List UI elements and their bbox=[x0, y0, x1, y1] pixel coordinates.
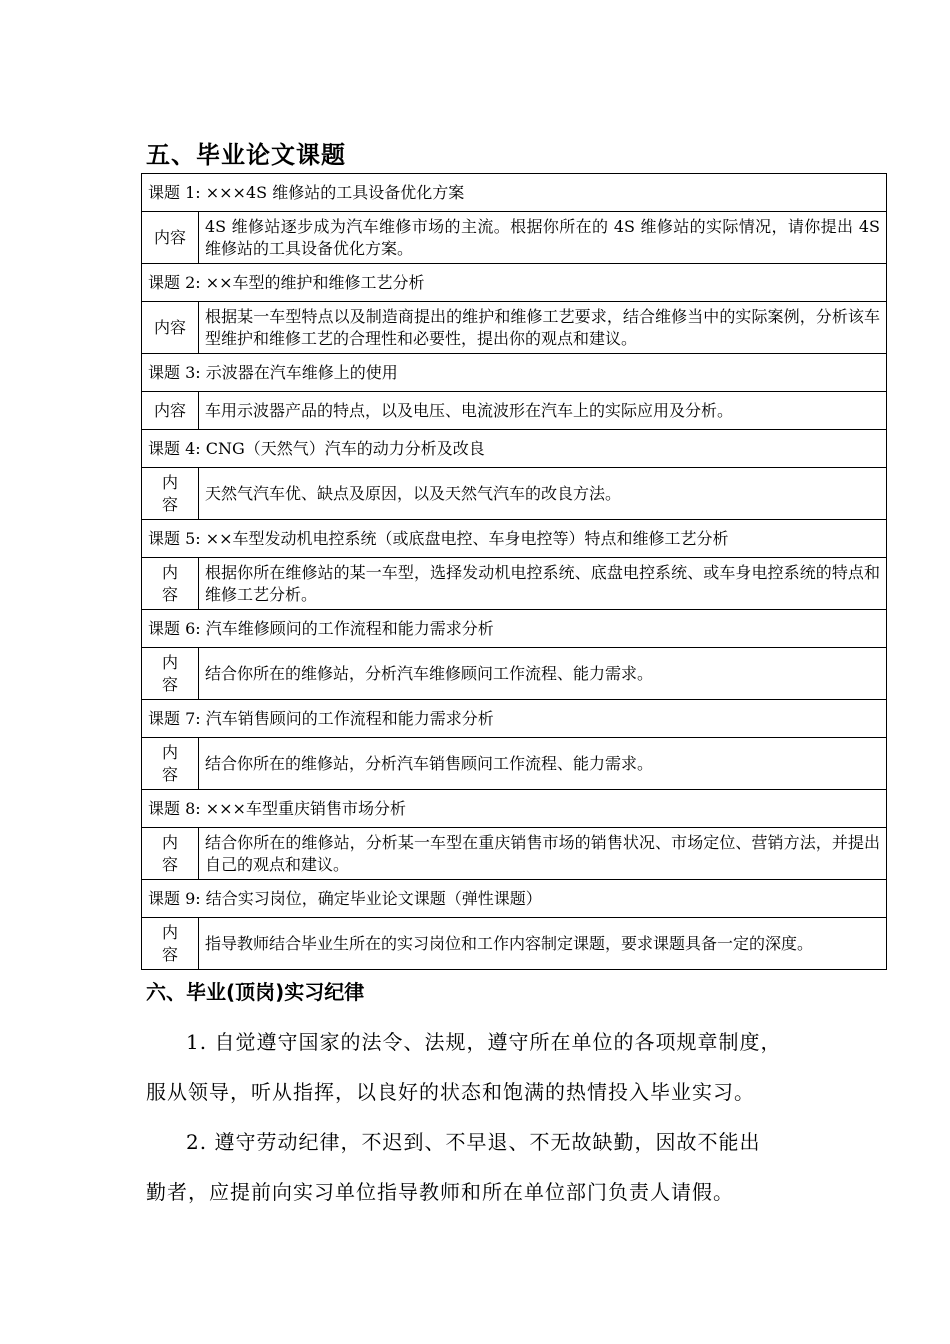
topic-content-row bbox=[142, 918, 887, 970]
topic-content-row bbox=[142, 468, 887, 520]
content-label bbox=[142, 468, 199, 520]
topic-content-row bbox=[142, 558, 887, 610]
topic-title-row bbox=[142, 430, 887, 468]
topic-title-row bbox=[142, 520, 887, 558]
topic-content: 结合你所在的维修站，分析汽车维修顾问工作流程、能力需求。 bbox=[199, 648, 887, 700]
content-label-top: 内 bbox=[161, 472, 178, 492]
content-label-bottom: 容 bbox=[161, 494, 178, 514]
topic-content-row bbox=[142, 392, 887, 430]
topic-title: 课题 9: 结合实习岗位，确定毕业论文课题（弹性课题） bbox=[142, 880, 887, 918]
discipline-item-1-line-1: 1. 自觉遵守国家的法令、法规，遵守所在单位的各项规章制度， bbox=[186, 1030, 782, 1054]
content-label bbox=[142, 558, 199, 610]
topic-content: 结合你所在的维修站，分析汽车销售顾问工作流程、能力需求。 bbox=[199, 738, 887, 790]
topic-content: 根据你所在维修站的某一车型，选择发动机电控系统、底盘电控系统、或车身电控系统的特点和维修工艺分析。 bbox=[199, 558, 887, 610]
topic-title-row bbox=[142, 610, 887, 648]
discipline-item-1-line-2: 服从领导，听从指挥，以良好的状态和饱满的热情投入毕业实习。 bbox=[146, 1080, 755, 1104]
content-label bbox=[142, 738, 199, 790]
topic-content-row bbox=[142, 302, 887, 354]
content-label-bottom: 容 bbox=[161, 764, 178, 784]
topic-title: 课题 5: ××车型发动机电控系统（或底盘电控、车身电控等）特点和维修工艺分析 bbox=[142, 520, 887, 558]
topic-content: 天然气汽车优、缺点及原因，以及天然气汽车的改良方法。 bbox=[199, 468, 887, 520]
thesis-topics-table bbox=[141, 173, 887, 970]
topic-title: 课题 8: ×××车型重庆销售市场分析 bbox=[142, 790, 887, 828]
topic-content: 车用示波器产品的特点，以及电压、电流波形在汽车上的实际应用及分析。 bbox=[199, 392, 887, 430]
topic-content: 4S 维修站逐步成为汽车维修市场的主流。根据你所在的 4S 维修站的实际情况，请你提出 4S 维修站的工具设备优化方案。 bbox=[199, 212, 887, 264]
section-heading-internship-discipline: 六、毕业(顶岗)实习纪律 bbox=[146, 980, 365, 1004]
content-label: 内容 bbox=[142, 302, 199, 354]
topic-content-row bbox=[142, 212, 887, 264]
content-label-bottom: 容 bbox=[161, 854, 178, 874]
topic-content-row bbox=[142, 828, 887, 880]
discipline-item-2-line-2: 勤者，应提前向实习单位指导教师和所在单位部门负责人请假。 bbox=[146, 1180, 734, 1204]
topic-title-row bbox=[142, 700, 887, 738]
section-heading-thesis-topics: 五、毕业论文课题 bbox=[146, 141, 346, 169]
content-label bbox=[142, 648, 199, 700]
topic-title-row bbox=[142, 790, 887, 828]
topic-title-row bbox=[142, 174, 887, 212]
content-label-top: 内 bbox=[161, 652, 178, 672]
topic-title: 课题 4: CNG（天然气）汽车的动力分析及改良 bbox=[142, 430, 887, 468]
topic-title-row bbox=[142, 880, 887, 918]
content-label bbox=[142, 828, 199, 880]
topic-content-row bbox=[142, 738, 887, 790]
topic-content: 指导教师结合毕业生所在的实习岗位和工作内容制定课题，要求课题具备一定的深度。 bbox=[199, 918, 887, 970]
discipline-item-2-line-1: 2. 遵守劳动纪律，不迟到、不早退、不无故缺勤，因故不能出 bbox=[186, 1130, 761, 1154]
topic-title: 课题 2: ××车型的维护和维修工艺分析 bbox=[142, 264, 887, 302]
content-label-top: 内 bbox=[161, 922, 178, 942]
content-label-top: 内 bbox=[161, 742, 178, 762]
topic-title: 课题 3: 示波器在汽车维修上的使用 bbox=[142, 354, 887, 392]
topic-title: 课题 1: ×××4S 维修站的工具设备优化方案 bbox=[142, 174, 887, 212]
content-label-top: 内 bbox=[161, 832, 178, 852]
content-label-bottom: 容 bbox=[161, 584, 178, 604]
content-label-top: 内 bbox=[161, 562, 178, 582]
topic-content-row bbox=[142, 648, 887, 700]
content-label-bottom: 容 bbox=[161, 944, 178, 964]
topic-title-row bbox=[142, 264, 887, 302]
content-label: 内容 bbox=[142, 392, 199, 430]
topic-title: 课题 6: 汽车维修顾问的工作流程和能力需求分析 bbox=[142, 610, 887, 648]
content-label: 内容 bbox=[142, 212, 199, 264]
content-label bbox=[142, 918, 199, 970]
topic-title-row bbox=[142, 354, 887, 392]
topic-content: 结合你所在的维修站，分析某一车型在重庆销售市场的销售状况、市场定位、营销方法，并提出自己的观点和建议。 bbox=[199, 828, 887, 880]
topic-content: 根据某一车型特点以及制造商提出的维护和维修工艺要求，结合维修当中的实际案例，分析该车型维护和维修工艺的合理性和必要性，提出你的观点和建议。 bbox=[199, 302, 887, 354]
topic-title: 课题 7: 汽车销售顾问的工作流程和能力需求分析 bbox=[142, 700, 887, 738]
content-label-bottom: 容 bbox=[161, 674, 178, 694]
